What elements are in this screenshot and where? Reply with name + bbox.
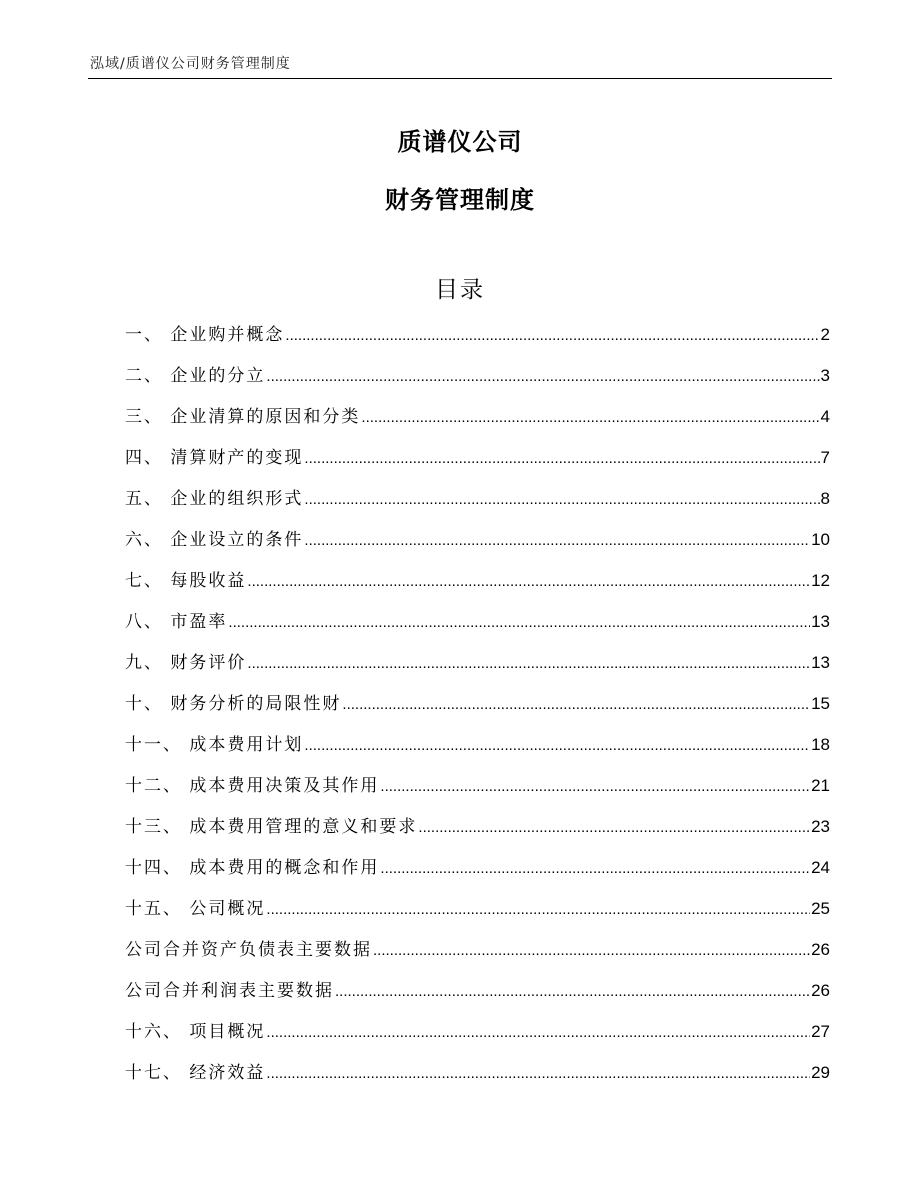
toc-entry[interactable] xyxy=(125,487,830,528)
toc-entry-page: 26 xyxy=(811,940,830,959)
toc-entry-page: 23 xyxy=(811,817,830,836)
toc-entry-label: 四、 清算财产的变现 xyxy=(125,448,304,468)
toc-leader-dots xyxy=(304,447,819,471)
toc-entry-page: 21 xyxy=(811,776,830,795)
toc-entry[interactable] xyxy=(125,446,830,487)
toc-leader-dots xyxy=(335,980,810,1004)
toc-entry-label: 五、 企业的组织形式 xyxy=(125,489,304,509)
toc-entry-page: 10 xyxy=(811,530,830,549)
toc-entry[interactable] xyxy=(125,692,830,733)
toc-entry-label: 二、 企业的分立 xyxy=(125,366,266,386)
toc-leader-dots xyxy=(266,898,810,922)
toc-leader-dots xyxy=(247,652,810,676)
toc-leader-dots xyxy=(373,939,810,963)
toc-entry-page: 15 xyxy=(811,694,830,713)
toc-leader-dots xyxy=(304,488,819,512)
toc-entry-page: 4 xyxy=(820,407,830,426)
toc-leader-dots xyxy=(304,529,810,553)
header-divider xyxy=(88,78,832,79)
toc-entry-page: 25 xyxy=(811,899,830,918)
toc-leader-dots xyxy=(380,775,810,799)
toc-entry[interactable] xyxy=(125,856,830,897)
toc-entry-page: 7 xyxy=(820,448,830,467)
toc-entry-page: 2 xyxy=(820,325,830,344)
toc-entry-label: 七、 每股收益 xyxy=(125,571,247,591)
toc-entry-label: 一、 企业购并概念 xyxy=(125,325,285,345)
document-title: 财务管理制度 xyxy=(385,186,535,214)
toc-entry[interactable] xyxy=(125,1061,830,1102)
toc-entry[interactable] xyxy=(125,733,830,774)
toc-entry[interactable] xyxy=(125,979,830,1020)
toc-entry-label: 三、 企业清算的原因和分类 xyxy=(125,407,361,427)
toc-entry[interactable] xyxy=(125,938,830,979)
toc-leader-dots xyxy=(380,857,810,881)
toc-leader-dots xyxy=(361,406,819,430)
toc-entry[interactable] xyxy=(125,815,830,856)
toc-entry-page: 13 xyxy=(811,612,830,631)
table-of-contents xyxy=(125,323,830,1102)
toc-leader-dots xyxy=(247,570,810,594)
toc-entry-label: 十二、 成本费用决策及其作用 xyxy=(125,776,380,796)
toc-leader-dots xyxy=(266,1062,810,1086)
toc-entry[interactable] xyxy=(125,774,830,815)
toc-leader-dots xyxy=(228,611,810,635)
toc-entry-label: 公司合并资产负债表主要数据 xyxy=(125,940,372,960)
toc-entry-label: 九、 财务评价 xyxy=(125,653,247,673)
toc-heading: 目录 xyxy=(435,277,485,303)
toc-entry-label: 十五、 公司概况 xyxy=(125,899,266,919)
toc-entry[interactable] xyxy=(125,610,830,651)
toc-entry[interactable] xyxy=(125,405,830,446)
toc-entry-page: 24 xyxy=(811,858,830,877)
toc-entry[interactable] xyxy=(125,323,830,364)
toc-entry-label: 十六、 项目概况 xyxy=(125,1022,266,1042)
toc-entry[interactable] xyxy=(125,651,830,692)
toc-entry-label: 十七、 经济效益 xyxy=(125,1063,266,1083)
toc-entry-label: 十一、 成本费用计划 xyxy=(125,735,304,755)
toc-entry-label: 十、 财务分析的局限性财 xyxy=(125,694,342,714)
toc-leader-dots xyxy=(266,365,819,389)
toc-entry-label: 八、 市盈率 xyxy=(125,612,228,632)
toc-leader-dots xyxy=(304,734,810,758)
toc-entry[interactable] xyxy=(125,1020,830,1061)
toc-entry-page: 18 xyxy=(811,735,830,754)
toc-entry[interactable] xyxy=(125,364,830,405)
toc-entry-label: 十四、 成本费用的概念和作用 xyxy=(125,858,380,878)
running-header: 泓域/质谱仪公司财务管理制度 xyxy=(90,56,291,72)
toc-entry-page: 27 xyxy=(811,1022,830,1041)
toc-entry-label: 十三、 成本费用管理的意义和要求 xyxy=(125,817,418,837)
toc-entry-page: 29 xyxy=(811,1063,830,1082)
toc-entry-label: 公司合并利润表主要数据 xyxy=(125,981,334,1001)
toc-entry-page: 3 xyxy=(820,366,830,385)
toc-entry[interactable] xyxy=(125,569,830,610)
toc-entry-page: 26 xyxy=(811,981,830,1000)
toc-leader-dots xyxy=(285,324,819,348)
toc-entry-page: 12 xyxy=(811,571,830,590)
toc-entry-label: 六、 企业设立的条件 xyxy=(125,530,304,550)
toc-leader-dots xyxy=(418,816,810,840)
toc-entry-page: 8 xyxy=(820,489,830,508)
toc-entry[interactable] xyxy=(125,897,830,938)
toc-leader-dots xyxy=(342,693,810,717)
toc-entry[interactable] xyxy=(125,528,830,569)
company-title: 质谱仪公司 xyxy=(397,128,523,156)
toc-entry-page: 13 xyxy=(811,653,830,672)
toc-leader-dots xyxy=(266,1021,810,1045)
